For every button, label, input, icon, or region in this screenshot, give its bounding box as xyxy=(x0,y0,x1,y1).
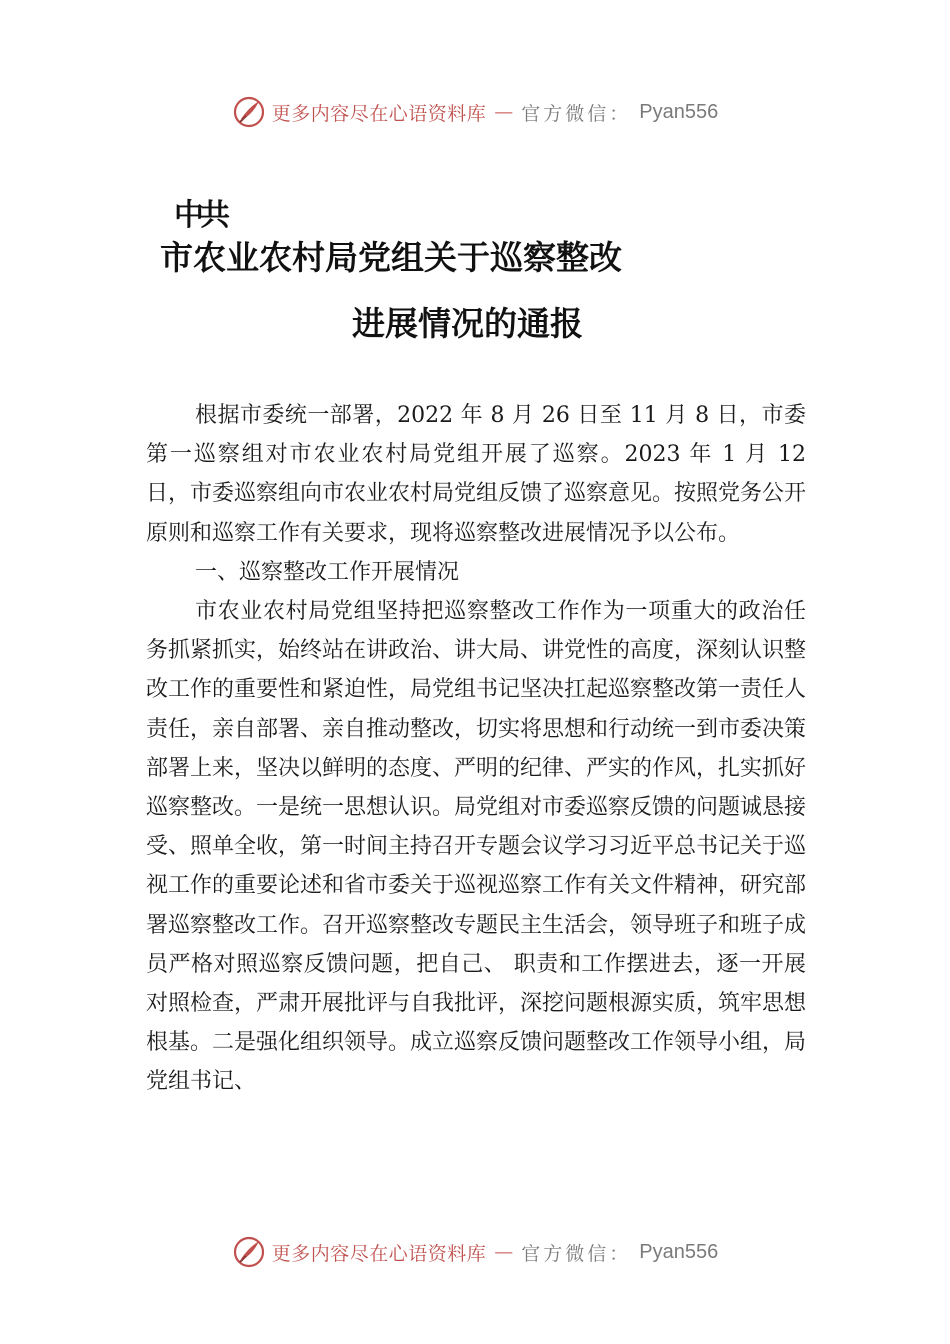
document-title-line2: 进展情况的通报 xyxy=(352,304,583,343)
footer-dash: — xyxy=(494,1241,514,1263)
footer-banner xyxy=(0,1232,950,1272)
section-heading: 一、巡察整改工作开展情况 xyxy=(195,559,460,585)
paragraph-section1: 市农业农村局党组坚持把巡察整改工作作为一项重大的政治任务抓紧抓实，始终站在讲政治、讲大局、讲党性的高度，深刻认识整改工作的重要性和紧迫性，局党组书记坚决扛起巡察整改第一责任人责任，亲自部署、亲自推动整改，切实将思想和行动统一到市委决策部署上来，坚决以鲜明的态度、严明的纪律、严实的作风，扎实抓好巡察整改。一是统一思想认识。局党组对市委巡察反馈的问题诚恳接受、照单全收，第一时间主持召开专题会议学习习近平总书记关于巡视工作的重要论述和省市委关于巡视巡察工作有关文件精神，研究部署巡察整改工作。召开巡察整改专题民主生活会，领导班子和班子成员严格对照巡察反馈问题，把自己、 职责和工作摆进去，逐一开展对照检查，严肃开展批评与自我批评，深挖问题根源实质，筑牢思想根基。二是强化组织领导。成立巡察反馈问题整改工作领导小组，局党组书记、 xyxy=(146,599,807,1095)
document-title-line1: 市农业农村局党组关于巡察整改 xyxy=(160,238,622,277)
header-banner xyxy=(0,92,950,132)
banner-dash: — xyxy=(494,101,514,123)
document-body xyxy=(146,396,806,1102)
quill-logo-icon xyxy=(232,1235,266,1269)
banner-wechat-label: 官方微信： xyxy=(521,102,632,125)
footer-wechat-label: 官方微信： xyxy=(521,1242,632,1265)
footer-brand-text: 更多内容尽在心语资料库 xyxy=(271,1242,487,1265)
paragraph-intro: 根据市委统一部署，2022 年 8 月 26 日至 11 月 8 日，市委第一巡察组对市农业农村局党组开展了巡察。2023 年 1 月 12 日，市委巡察组向市农业农村局党组反馈了巡察意见。按照党务公开原则和巡察工作有关要求，现将巡察整改进展情况予以公布。 xyxy=(146,403,807,546)
banner-wechat-id: Pyan556 xyxy=(639,100,719,123)
banner-brand-text: 更多内容尽在心语资料库 xyxy=(271,102,487,125)
quill-logo-icon xyxy=(232,95,266,129)
footer-wechat-id: Pyan556 xyxy=(639,1240,719,1263)
garbled-header: 中共 xyxy=(174,198,226,233)
